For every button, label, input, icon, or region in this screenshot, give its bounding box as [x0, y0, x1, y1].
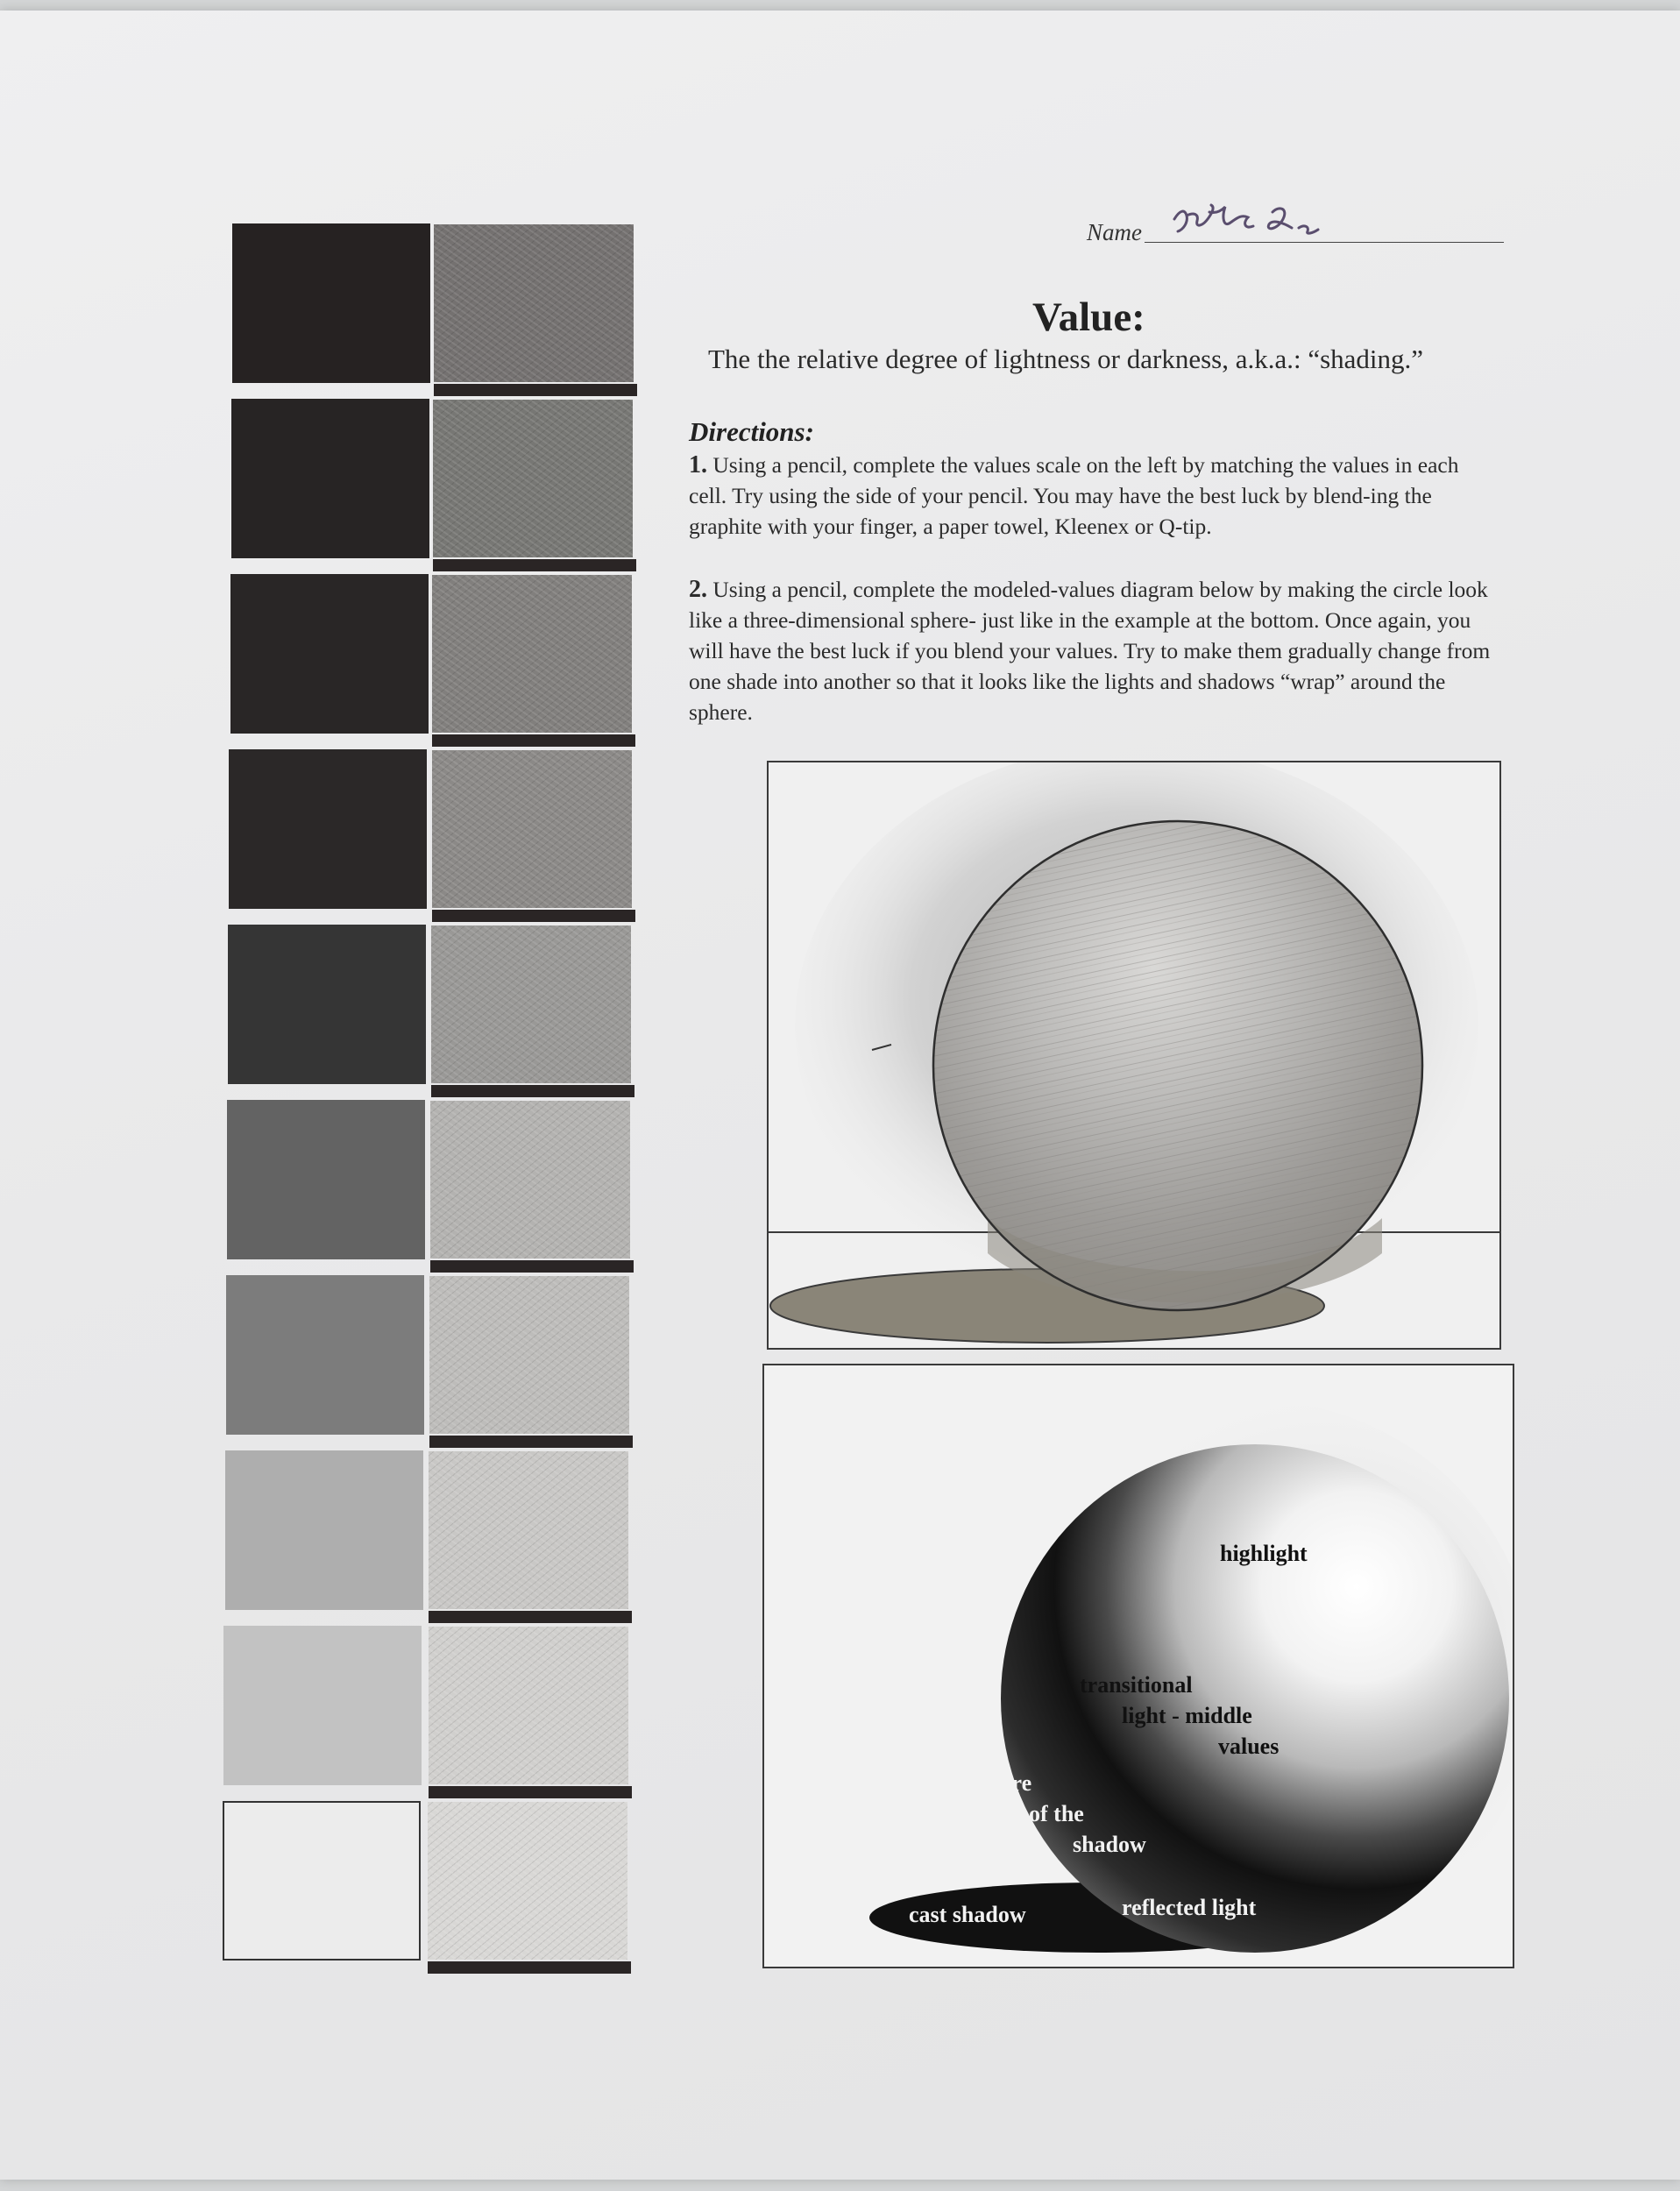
printed-value-cell [231, 399, 429, 558]
example-sphere-diagram [762, 1364, 1514, 1968]
step-1-number: 1. [689, 451, 707, 479]
scale-divider [430, 1260, 634, 1273]
drawn-value-cell [429, 1276, 629, 1434]
drawn-value-cell [429, 1451, 628, 1609]
printed-value-cell [227, 1100, 425, 1259]
example-sphere [1001, 1444, 1509, 1953]
example-sphere-drawing [764, 1365, 1514, 1968]
label-transitional-2: light - middle [1122, 1703, 1252, 1728]
scale-divider [429, 1611, 632, 1623]
drawn-value-cell [430, 1101, 630, 1259]
scale-divider [429, 1436, 633, 1448]
label-core-2: of the [1029, 1801, 1084, 1826]
printed-value-cell [228, 925, 426, 1084]
printed-value-cell [232, 223, 430, 383]
directions-heading: Directions: [689, 416, 814, 447]
printed-value-cell [230, 574, 429, 734]
drawn-value-cell [432, 750, 632, 908]
step-1-text: Using a pencil, complete the values scale on the left by matching the values in each cell. Try using the side of your pencil. You may have the best luck by blend-ing the graphite with your finger, a paper towel, Kleenex or Q-tip. [689, 452, 1459, 539]
direction-step-2 [689, 574, 1499, 727]
drawn-value-cell [433, 400, 633, 557]
printed-value-cell [223, 1626, 422, 1785]
scale-divider [428, 1961, 631, 1974]
label-cast-shadow: cast shadow [909, 1902, 1026, 1927]
drawn-value-cell [428, 1802, 627, 1960]
handwritten-signature [1167, 193, 1343, 245]
printed-value-cell [225, 1450, 423, 1610]
drawn-value-cell [434, 224, 634, 382]
printed-value-scale [232, 223, 443, 1976]
name-label: Name [1087, 219, 1142, 245]
scale-divider [432, 910, 635, 922]
scale-divider [434, 384, 637, 396]
scale-divider [429, 1786, 632, 1798]
label-highlight: highlight [1220, 1541, 1308, 1566]
label-transitional-3: values [1218, 1734, 1279, 1759]
step-2-number: 2. [689, 576, 707, 603]
drawn-value-cell [431, 925, 631, 1083]
student-sphere-diagram [767, 761, 1501, 1350]
page-title: Value: [1032, 294, 1145, 340]
label-reflected-light: reflected light [1122, 1895, 1257, 1920]
drawn-value-cell [429, 1627, 628, 1784]
label-transitional-1: transitional [1080, 1672, 1193, 1698]
printed-value-cell [226, 1275, 424, 1435]
scale-divider [432, 734, 635, 747]
scale-divider [431, 1085, 634, 1097]
direction-step-1 [689, 450, 1499, 542]
student-sphere-drawing [769, 762, 1501, 1350]
drawn-value-cell [432, 575, 632, 733]
name-field[interactable] [1087, 216, 1503, 247]
printed-value-cell [229, 749, 427, 909]
page-subtitle: The the relative degree of lightness or darkness, a.k.a.: “shading.” [708, 344, 1424, 374]
printed-value-cell [223, 1801, 421, 1961]
label-core-1: core [990, 1770, 1032, 1796]
step-2-text: Using a pencil, complete the modeled-values diagram below by making the circle look like a three-dimensional sphere- just like in the example at the bottom. Once again, you will have the best luck if you blend your values. Try to make them gradually change from one shade into another so that it looks like the lights and shadows “wrap” around the sphere. [689, 577, 1491, 725]
scale-divider [433, 559, 636, 571]
label-core-3: shadow [1073, 1832, 1146, 1857]
